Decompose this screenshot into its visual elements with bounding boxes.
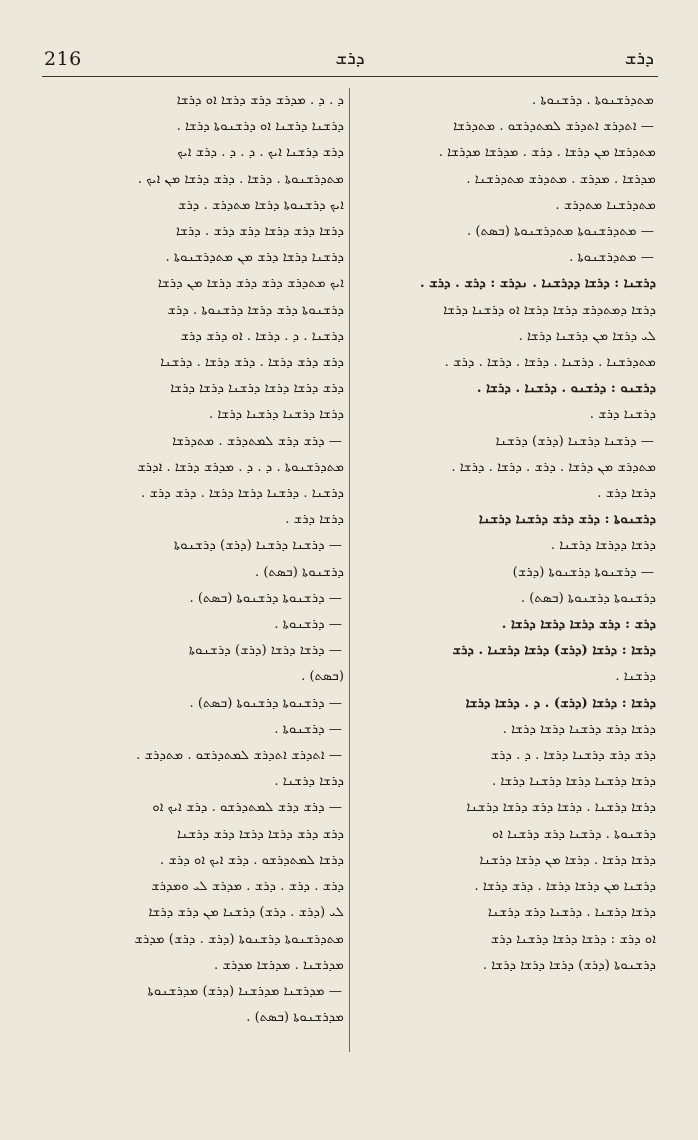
entry-text-line: ܕܪܫܐ ܕܪܫ . bbox=[285, 512, 344, 528]
entry-text-line: — ܕܪܫܢܘܬܐ . bbox=[274, 721, 342, 737]
entry-text-line: ܕܪܫ ܕܪܫܢܐ ܐܝܟ . ܕ . ܕ . ܕܪܫ ܐܝܟ bbox=[177, 145, 344, 161]
right-column bbox=[356, 88, 656, 1062]
entry-text-line: ܡܬܕܪܫ ܡܢ ܕܪܫܐ . ܕܪܫ . ܕܪܫܐ . ܕܪܫܐ . bbox=[451, 459, 656, 475]
entry-text-line: ܕܪܫܢܘܬܐ (ܒܣܬ) . bbox=[255, 564, 344, 580]
entry-text-line: ܕܪܫܐ ܠܡܬܕܪܫܘ . ܕܪܫ ܐܝܟ ܐܘ ܕܪܫ . bbox=[160, 852, 344, 868]
page-header bbox=[42, 46, 658, 77]
entry-text-line: ܡܬܕܪܫܢܘܬܐ . ܕܪܫܢܘܬܐ . bbox=[531, 93, 654, 108]
entry-text-line: — ܐܬܕܪܫ ܐܬܕܪܫ ܠܡܬܕܪܫܘ . ܡܬܕܪܫܐ bbox=[453, 119, 654, 135]
entry-text-line: ܕܪܫܐ ܕܪܫܢܐ ܕܪܫܐ ܕܪܫܢܐ ܕܪܫܐ . bbox=[491, 774, 656, 790]
entry-text-line: — ܕܪܫ ܕܪܫ ܠܡܬܕܪܫ . ܡܬܕܪܫܐ bbox=[172, 433, 342, 449]
entry-text-line: ܡܕܪܫܢܘܬܐ (ܒܣܬ) . bbox=[246, 1010, 344, 1026]
entry-headword-line: ܕܪܫ : ܕܪܫ ܕܪܫܐ ܕܪܫܐ ܕܪܫܐ . bbox=[501, 617, 656, 633]
entry-text-line: ܕܪܫܐ ܕܪܫܢܐ . ܕܪܫܐ ܕܪܫ ܕܪܫܐ ܕܪܫܢܐ bbox=[466, 800, 656, 816]
entry-text-line: — ܕܪܫܢܘܬܐ ܕܪܫܢܘܬܐ (ܒܣܬ) . bbox=[189, 590, 342, 606]
entry-text-line: ܕܪܫܢܐ ܕܪܫܢܐ ܐܘ ܕܪܫܢܘܬܐ ܕܪܫܐ . bbox=[176, 119, 344, 135]
entry-text-line: ܡܕܪܫܐ . ܡܕܪܫ . ܡܬܕܪܫ ܡܬܕܪܫܢܐ . bbox=[466, 171, 656, 187]
entry-text-line: ܕܪܫܢܐ . ܕܪܫܢܐ ܕܪܫܐ ܕܪܫܐ . ܕܪܫ ܕܪܫ . bbox=[140, 486, 344, 502]
entry-text-line: ܕܪܫܐ ܕܡܬܕܪܫ ܕܪܫܐ ܕܪܫܐ ܐܘ ܕܪܫܢܐ ܕܪܫܐ bbox=[443, 302, 656, 318]
entry-text-line: ܕܪܫܢܐ ܕܪܫܐ ܕܪܫ ܡܢ ܡܬܕܪܫܢܘܬܐ . bbox=[165, 250, 344, 266]
entry-text-line: — ܡܬܕܪܫܢܘܬܐ . bbox=[569, 250, 654, 266]
entry-headword-line: ܕܪܫܢܘ : ܕܪܫܢܘ . ܕܪܫܢܐ . ܕܪܫܐ . bbox=[476, 381, 656, 397]
entry-text-line: ܡܕܪܫܢܐ . ܡܕܪܫܐ ܡܕܪܫ . bbox=[214, 957, 344, 973]
entry-headword-line: ܕܪܫܐ : ܕܪܫܐ (ܕܪܫ) . ܕ . ܕܪܫܐ ܕܪܫܐ bbox=[465, 695, 656, 711]
entry-text-line: ܕܪܫ ܕܪܫܐ ܕܪܫܐ ܕܪܫܢܐ ܕܪܫܐ ܕܪܫܐ bbox=[170, 381, 344, 397]
entry-headword-line: ܕܪܫܢܘܬܐ : ܕܪܫ ܕܪܫ ܕܪܫܢܐ ܕܪܫܢܐ bbox=[478, 512, 656, 528]
entry-text-line: ܡܬܕܪܫܢܘܬܐ . ܕܪܫܐ . ܕܪܫ ܕܪܫܐ ܡܢ ܐܝܟ . bbox=[137, 171, 344, 187]
entry-text-line: ܕܪܫ ܕܪܫ ܕܪܫܐ . ܕܪܫ ܕܪܫܐ . ܕܪܫܢܐ bbox=[160, 355, 344, 371]
entry-text-line: ܕܪܫܐ ܕܪܫ . bbox=[597, 486, 656, 502]
entry-text-line: ܡܬܕܪܫܐ ܡܢ ܕܪܫܐ . ܕܪܫ . ܡܕܪܫܐ ܡܕܪܫܐ . bbox=[438, 145, 656, 161]
entry-text-line: ܕܪܫܢܐ ܕܪܫ . bbox=[589, 407, 656, 423]
entry-text-line: ܕܪܫܐ ܕܪܫ ܕܪܫܢܐ ܕܪܫܐ ܕܪܫܐ . bbox=[502, 721, 656, 737]
entry-text-line: — ܡܬܕܪܫܢܘܬܐ ܡܬܕܪܫܢܘܬܐ (ܒܣܬ) . bbox=[467, 224, 654, 240]
entry-text-line: — ܕܪܫܢܘܬܐ ܕܪܫܢܘܬܐ (ܒܣܬ) . bbox=[189, 695, 342, 711]
entry-text-line: ܕܪܫܢܐ . ܕ . ܕܪܫܐ . ܐܘ ܕܪܫ ܕܪܫ bbox=[180, 328, 344, 344]
entry-text-line: ܡܬܕܪܫܢܘܬܐ . ܕ . ܕ . ܡܕܪܫ ܕܪܫܐ . ܐܕܪܫ bbox=[137, 459, 344, 475]
entry-text-line: — ܕܪܫܢܘܬܐ ܕܪܫܢܘܬܐ (ܕܪܫ) bbox=[512, 564, 654, 580]
entry-text-line: ܕܪܫܢܘܬܐ ܕܪܫ ܕܪܫܐ ܕܪܫܢܘܬܐ . ܕܪܫ bbox=[167, 302, 344, 318]
entry-text-line: — ܕܪܫܢܘܬܐ . bbox=[274, 617, 342, 633]
entry-text-line: ܡܬܕܪܫܢܐ . ܕܪܫܢܐ . ܕܪܫܐ . ܕܪܫܐ . ܕܪܫ . bbox=[444, 355, 656, 371]
entry-text-line: ܕܪܫܐ ܕܪܫ ܕܪܫܐ ܕܪܫ ܕܪܫ . ܕܪܫܐ bbox=[176, 224, 344, 240]
first-headword: ܕܪܫ bbox=[624, 48, 654, 69]
entry-text-line: ܕܪܫܢܘܬܐ ܕܪܫܢܘܬܐ (ܒܣܬ) . bbox=[520, 590, 656, 606]
entry-text-line: ܕܪܫ ܕܪܫ ܕܪܫܢܐ ܕܪܫܐ . ܕ . ܕܪܫ bbox=[490, 748, 656, 764]
entry-text-line: — ܡܕܪܫܢܐ ܡܕܪܫܢܐ (ܕܪܫ) ܡܕܪܫܢܘܬܐ bbox=[147, 983, 342, 999]
entry-text-line: ܠܝ ܕܪܫܐ ܡܢ ܕܪܫܢܐ ܕܪܫܐ . bbox=[518, 328, 656, 344]
entry-text-line: ܡܬܕܪܫܢܘܬܐ ܕܪܫܢܘܬܐ (ܕܪܫ . ܕܪܫ) ܡܕܪܫ bbox=[134, 931, 344, 947]
entry-text-line: — ܕܪܫܢܐ ܕܪܫܢܐ (ܕܪܫ) ܕܪܫܢܘܬܐ bbox=[173, 538, 342, 554]
entry-text-line: — ܐܬܕܪܫ ܐܬܕܪܫ ܠܡܬܕܪܫܘ . ܡܬܕܪܫ . bbox=[136, 748, 342, 764]
entry-text-line: ܕܪܫܢܐ ܡܢ ܕܪܫܐ ܕܪܫܐ . ܕܪܫ ܕܪܫܐ . bbox=[474, 879, 656, 895]
entry-text-line: ܕܪܫܐ ܕܪܫܢܐ . ܕܪܫܢܐ ܕܪܫ ܕܪܫܢܐ bbox=[487, 905, 656, 921]
entry-text-line: ܕܪܫܐ ܕܕܪܫܐ ܕܪܫܢܐ . bbox=[550, 538, 656, 554]
entry-text-line: ܕܪܫܐ ܕܪܫܢܐ ܕܪܫܢܐ ܕܪܫܐ . bbox=[208, 407, 344, 423]
entry-text-line: ܐܝܟ ܕܪܫܢܘܬܐ ܕܪܫܐ ܡܬܕܪܫ . ܕܪܫ bbox=[177, 197, 344, 213]
entry-text-line: ܕܪܫ ܕܪܫ ܕܪܫܐ ܕܪܫܐ ܕܪܫ ܕܪܫܢܐ bbox=[176, 826, 344, 842]
column-divider bbox=[349, 88, 350, 1052]
entry-text-line: ܡܬܕܪܫܢܐ ܡܬܕܪܫ . bbox=[555, 197, 656, 213]
entry-text-line: ܐܝܟ ܡܬܕܪܫ ܕܪܫ ܕܪܫ ܕܪܫܐ ܡܢ ܕܪܫܐ bbox=[157, 276, 344, 292]
entry-text-line: ܕܪܫܢܘܬܐ (ܕܪܫ) ܕܪܫܐ ܕܪܫܐ ܕܪܫܐ . bbox=[482, 957, 656, 973]
entry-text-line: ܕܪܫܐ ܕܪܫܐ . ܕܪܫܐ ܡܢ ܕܪܫܐ ܕܪܫܢܐ bbox=[479, 852, 656, 868]
entry-text-line: ܕܪܫܢܘܬܐ . ܕܪܫܢܐ ܕܪܫ ܕܪܫܢܐ ܐܘ bbox=[491, 826, 656, 842]
entry-headword-line: ܕܪܫܐ : ܕܪܫܐ (ܕܪܫ) ܕܪܫܐ ܕܪܫܢܐ . ܕܪܫ bbox=[452, 643, 656, 659]
page-number: 216 bbox=[44, 48, 82, 70]
entry-text-line: (ܒܣܬ) . bbox=[301, 669, 344, 685]
entry-text-line: — ܕܪܫ ܕܪܫ ܠܡܬܕܪܫܘ . ܕܪܫ ܐܝܟ ܐܘ bbox=[152, 800, 342, 816]
entry-text-line: ܠܝ (ܕܪܫ . ܕܪܫ) ܕܪܫܢܐ ܡܢ ܕܪܫ ܕܪܫܐ bbox=[148, 905, 344, 921]
entry-text-line: — ܕܪܫܢܐ ܕܪܫܢܐ (ܕܪܫ) ܕܪܫܢܐ bbox=[495, 433, 654, 449]
entry-text-line: ܕ . ܕ . ܡܕܪܫ ܕܪܫ ܕܪܫܐ ܐܘ ܕܪܫܐ bbox=[176, 93, 344, 108]
entry-text-line: ܐܘ ܕܪܫ : ܕܪܫܐ ܕܪܫܐ ܕܪܫܢܐ ܕܪܫ bbox=[490, 931, 656, 947]
left-column bbox=[42, 88, 344, 1062]
entry-text-line: — ܕܪܫܐ ܕܪܫܐ (ܕܪܫ) ܕܪܫܢܘܬܐ bbox=[188, 643, 342, 659]
entry-headword-line: ܕܪܫܢܐ : ܕܪܫܐ ܕܕܪܫܢܐ . ܢܕܪܫ : ܕܪܫ . ܕܪܫ . bbox=[419, 276, 656, 292]
running-head: ܕܪܫ bbox=[335, 48, 365, 69]
entry-text-line: ܕܪܫ . ܕܪܫ . ܕܪܫ . ܡܕܪܫ ܠܝ ܘܡܕܪܫ bbox=[151, 879, 344, 895]
entry-text-line: ܕܪܫܐ ܕܪܫܢܐ . bbox=[274, 774, 344, 790]
entry-text-line: ܕܪܫܢܐ . bbox=[615, 669, 656, 685]
